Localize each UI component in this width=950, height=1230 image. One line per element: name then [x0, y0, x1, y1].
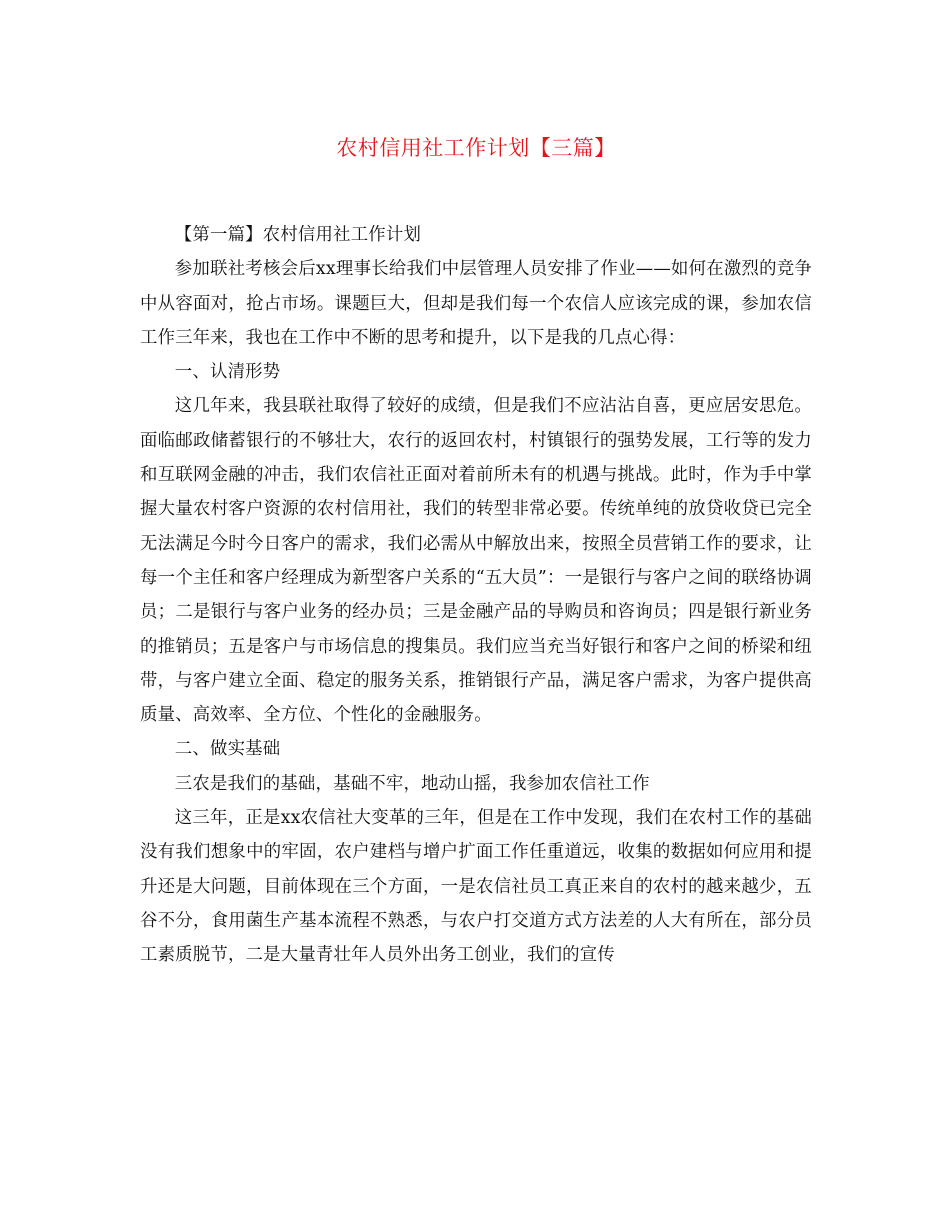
section-heading-part-one: 【第一篇】农村信用社工作计划 [174, 225, 422, 245]
section-heading-1: 一、认清形势 [174, 362, 281, 383]
section-heading-2: 二、做实基础 [174, 739, 281, 760]
paragraph-situation: 这几年来，我县联社取得了较好的成绩，但是我们不应沾沾自喜，更应居安思危。面临邮政储蓄银行的不够壮大，农行的返回农村，村镇银行的强势发展，工行等的发力和互联网金融的冲击，我们农信社正面对着前所未有的机遇与挑战。此时，作为手中掌握大量农村客户资源的农村信用社，我们的转型非常必要。传统单纯的放贷收贷已完全无法满足今时今日客户的需求，我们必需从中解放出来，按照全员营销工作的要求，让每一个主任和客户经理成为新型客户关系的“五大员”：一是银行与客户之间的联络协调员；二是银行与客户业务的经办员；三是金融产品的导购员和咨询员；四是银行新业务的推销员；五是客户与市场信息的搜集员。我们应当充当好银行和客户之间的桥梁和纽带，与客户建立全面、稳定的服务关系，推销银行产品，满足客户需求，为客户提供高质量、高效率、全方位、个性化的金融服务。 [140, 396, 812, 726]
document-page [140, 0, 812, 1230]
paragraph-foundation: 三农是我们的基础，基础不牢，地动山摇，我参加农信社工作 [174, 773, 650, 794]
paragraph-three-years: 这三年，正是xx农信社大变革的三年，但是在工作中发现，我们在农村工作的基础没有我们想象中的牢固，农户建档与增户扩面工作任重道远，收集的数据如何应用和提升还是大问题，目前体现在三个方面，一是农信社员工真正来自的农村的越来越少，五谷不分，食用菌生产基本流程不熟悉，与农户打交道方式方法差的人大有所在，部分员工素质脱节，二是大量青壮年人员外出务工创业，我们的宣传 [140, 808, 812, 966]
paragraph-intro: 参加联社考核会后xx理事长给我们中层管理人员安排了作业——如何在激烈的竞争中从容面对，抢占市场。课题巨大，但却是我们每一个农信人应该完成的课，参加农信工作三年来，我也在工作中不断的思考和提升，以下是我的几点心得： [140, 259, 812, 348]
document-body [140, 218, 812, 973]
document-title: 农村信用社工作计划【三篇】 [336, 136, 616, 160]
